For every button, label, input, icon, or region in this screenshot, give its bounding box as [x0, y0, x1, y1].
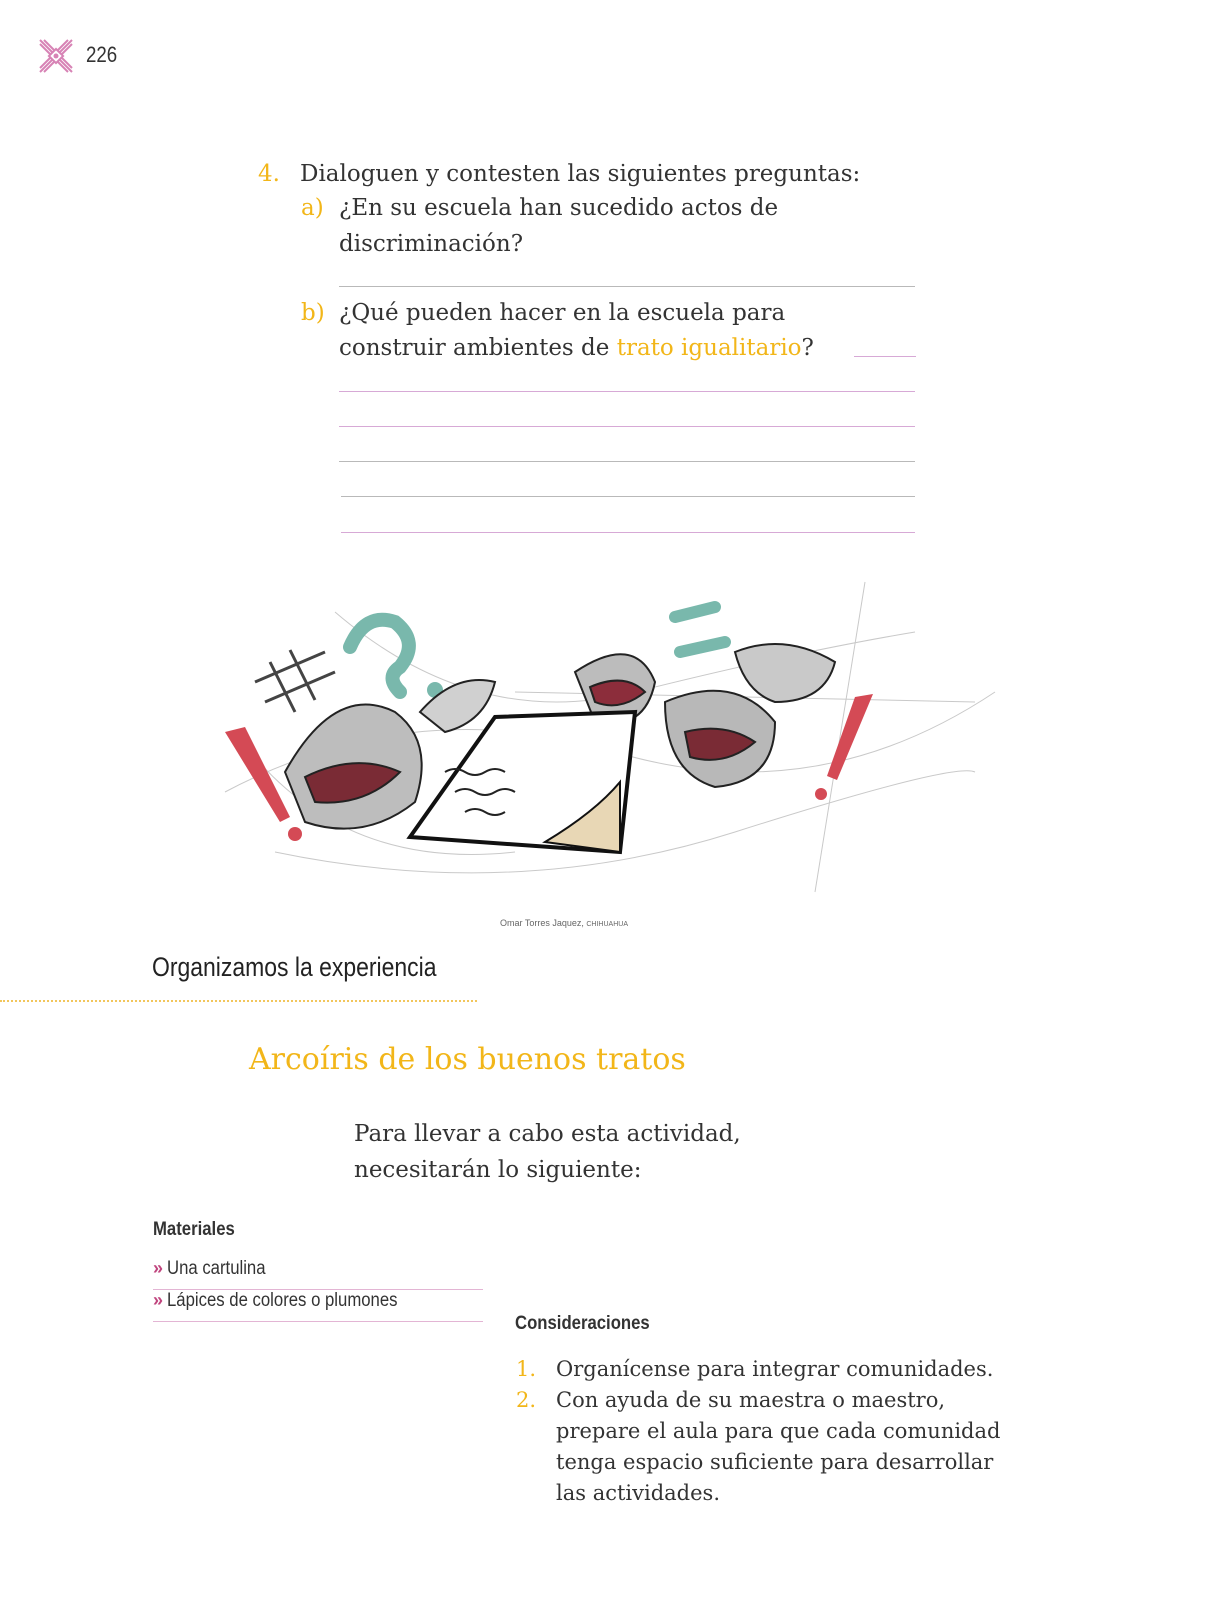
- chevron-right-icon: »: [153, 1290, 164, 1310]
- list-item: [516, 1354, 1036, 1385]
- section-divider: [0, 1000, 477, 1002]
- item-text: Con ayuda de su maestra o maestro, prepare el aula para que cada comunidad tenga espacio suficiente para desarrollar las actividades.: [556, 1388, 1001, 1505]
- equals-icon: [675, 607, 725, 652]
- item-number: 2.: [516, 1388, 537, 1412]
- material-label: Una cartulina: [167, 1258, 266, 1279]
- question-b-end: ?: [801, 335, 814, 361]
- page-number: 226: [86, 42, 118, 67]
- activity-intro: [354, 1116, 824, 1188]
- answer-line-b-5[interactable]: [341, 496, 915, 497]
- chevron-right-icon: »: [153, 1258, 164, 1278]
- credit-place: CHIHUAHUA: [586, 921, 628, 928]
- paper-drawing: [410, 712, 635, 852]
- list-item: [153, 1290, 483, 1322]
- list-item: [153, 1258, 483, 1290]
- question-b-text: construir ambientes de: [339, 335, 617, 361]
- item-text: Organícense para integrar comunidades.: [556, 1357, 994, 1381]
- mouths-illustration: [215, 572, 1005, 917]
- question-b: [301, 295, 785, 331]
- answer-line-b-4[interactable]: [339, 461, 915, 462]
- materials-heading: Materiales: [153, 1219, 235, 1240]
- credit-name: Omar Torres Jaquez,: [500, 918, 587, 928]
- list-item: [516, 1385, 1036, 1509]
- considerations-heading: Consideraciones: [515, 1313, 650, 1334]
- intro-line-1: Para llevar a cabo esta actividad,: [354, 1121, 741, 1147]
- activity-title: Arcoíris de los buenos tratos: [249, 1042, 686, 1077]
- hash-symbol-icon: [255, 650, 335, 712]
- material-label: Lápices de colores o plumones: [167, 1290, 398, 1311]
- pink-diamond-pattern-icon: [38, 38, 74, 74]
- question-prompt: Dialoguen y contesten las siguientes preguntas:: [300, 161, 861, 187]
- question-a-line1: ¿En su escuela han sucedido actos de: [339, 195, 779, 221]
- answer-line-b-1[interactable]: [854, 356, 916, 357]
- question-b-line2: [339, 330, 814, 366]
- section-title: Organizamos la experiencia: [152, 952, 437, 982]
- answer-line-b-3[interactable]: [339, 426, 915, 427]
- question-number: 4.: [258, 161, 280, 187]
- question-b-line1: ¿Qué pueden hacer en la escuela para: [339, 300, 786, 326]
- question-b-label: b): [301, 300, 325, 326]
- item-number: 1.: [516, 1357, 537, 1381]
- question-4: [258, 156, 860, 192]
- answer-line-a[interactable]: [339, 286, 915, 287]
- question-a: [301, 190, 778, 226]
- intro-line-2: necesitarán lo siguiente:: [354, 1157, 642, 1183]
- question-a-label: a): [301, 195, 324, 221]
- trato-igualitario-highlight: trato igualitario: [616, 335, 802, 361]
- answer-line-b-6[interactable]: [341, 532, 915, 533]
- answer-line-b-2[interactable]: [339, 391, 915, 392]
- illustration-credit: [500, 918, 628, 928]
- question-a-line2: discriminación?: [339, 231, 524, 257]
